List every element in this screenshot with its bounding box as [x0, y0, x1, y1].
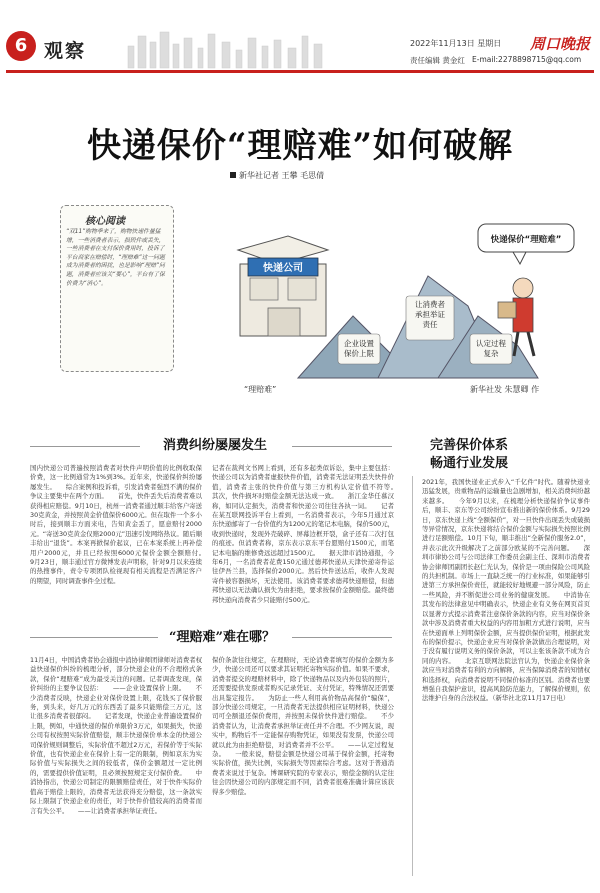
core-reading-title: 核心阅读 — [85, 216, 125, 227]
section1-title: 消费纠纷屡屡发生 — [163, 438, 268, 453]
cartoon-illustration — [178, 206, 584, 378]
column-divider — [412, 476, 413, 876]
header-decoration — [118, 26, 340, 70]
cartoon-caption-title: “理赔难” — [244, 385, 277, 394]
header-rule — [6, 70, 594, 73]
section1-column-b: 记者在裁判文书网上看到，还有多起类似诉讼，集中主要包括：快递公司以为消费者虚报快件价值，消费者无法证明丢失快件价值，消费者主张的快件价值与第三方机构认定价值不符等。 其次，快件损坏时赔偿金额无法达成一致。 浙江金华任慕汉称，如同认定损失，消费者和快递公司往往各执一词。 记者在某互联网投诉平台上看到，一名消费者表示，今年5月通过京东快递邮寄了一台价值约为1200元的笔记本电脑，保价500元，收到快递时，发现外壳破碎、屏幕边框开裂，盒子还有二次打包的痕迹。但消费者称，京东表示京东平台愿赔付1500元，而笔记本电脑的维修费远远超过1500元。 据天津市消协通报，今年6月，一名消费者花费150元通过德邦快递从天津快递寄件运往伊吾兰县，选择保价2000元。然后快件送达后，收件人发现寄件被容器损坏，无法使用。该消费者要求德邦快递赔偿，但德邦快递以无法确认损失为由拒绝，要求按保价金额赔偿。最终德邦快递向消费者少只能赔付500元。 — [212, 464, 407, 604]
page-number-badge: 6 — [6, 31, 36, 61]
section3-column-a: 11月4日，中国消费者协会通报中消协律师团律师对消费者权益快递保价纠纷的梳理分析，部分快递企业的不合理格式条款，保价“理赔难”成为最受关注的问题。记者调查发现，保价纠纷的主要争议包括： ——企业设置保价上限。 不少消费者反映，快递企业对保价设置上限，花钱买了保价服务，到头来，好几万元的东西丢了最多只能赔偿三万元，这让很多消费者很郁闷。 记者发现，快递企业普遍设置保价上限，例如，中通快递的保价单限价3万元，如果损失，快递公司有权按照实际价值赔偿，顺丰快递保价单本金的快递公司保价规则调整后，实际价值不超过2万元，若保价等于实际价值，也有快递企业在保价上有一定的限制，例如京东为实际价值与实际损失之间的较低者，保价金额超过一定比例的，需要提供价值证明，且必须按照规定支付保价费。 中消协指出，快递公司制定的限额赔偿责任，对于快件实际价值高于赔偿上限的，消费者无法获得充分赔偿，这一条款实际上限制了快递企业的责任，对于快件价值较高的消费者而言有失公平。 ——让消费者承担举证责任。 — [30, 656, 202, 815]
section3-rule-left — [30, 637, 158, 638]
issue-date: 2022年11月13日 星期日 — [410, 39, 502, 48]
section1-rule-right — [292, 446, 392, 447]
section-title: 观察 — [44, 40, 87, 62]
section1-column-a: 国内快递公司普遍按照消费者对快件声明价值的比例收取保价费，这一比例通常为1%到3%。近年来，快递保价纠纷屡屡发生。 综合案例和投诉看，引发消费者强烈不满的保价争议主要集中在两个方面。 首先，快件丢失后消费者难以获得相应赔偿。9月10日，杭州一消费者通过顺丰给客户寄送30克黄金，并按照黄金价值保价6000元。但在取件一个多小时后，接到顺丰方面来电，告知黄金丢了，愿意赔付2000元。“寄送30克黄金仅赔2000元”迅速引发网络热议。随后顺丰给出“退货”。本案再掀保价起议，已在本案系统上再补偿用户2000元，并且已经按照6000元保价金额全额赔付。 9月23日，顺丰通过官方微博发表声明称，针对9月以来连续的热搜事件，责令专项团队检视现有相关流程是否满足客户的期望，同时调查事件全过程。 — [30, 464, 215, 585]
section1-rule-left — [30, 446, 140, 447]
masthead-logo: 周口晚报 — [530, 35, 591, 53]
rock-label-burden-text: 让消费者承担举证责任 — [415, 300, 445, 329]
section3-rule-right — [292, 637, 392, 638]
courier-building — [238, 236, 328, 336]
byline-marker-icon — [230, 172, 236, 178]
speech-bubble-text: 快递保价“理赔难” — [490, 235, 562, 245]
rock-label-cap-text: 企业设置保价上限 — [344, 339, 374, 358]
section3-column-b: 保价条款往往规定，在理赔时，无论消费者填写的保价金额为多少，快递公司还可以要求其证明托寄物实际价值。如果不要求，消费者提交的理赔材料中，除了快递物品以及内外包装的照片，还需要提供发票或者购买记录凭证、支付凭证，特殊情况还需要出具鉴定报告。 为防止一些人利用高价物品高保价“骗保”，部分快递公司规定，一旦消费者无法提供相应证明材料，快递公司可全额退还保价费用，并按照未保价快件进行赔偿。 不少消费者认为，让消费者承担举证责任并不合理。不少网友说，现实中，购物后不一定能保存购物凭证，如果没有发票，快递公司就以此为由拒绝赔偿，对消费者并不公平。 ——认定过程复杂。 一般来说，赔偿金额是快递公司基于保价金额，托寄物实际价值，损失比例，实际损失等因素综合考虑。这对于普通消费者来说过于复杂。博课研究院的专家表示，赔偿金额的认定往往会因快递公司的内部规定而不同，消费者很难准确计算应该获得多少赔偿。 — [212, 656, 394, 796]
section3-title: “理赔难”难在哪？ — [169, 630, 275, 645]
section2-title-line1: 完善保价体系 — [430, 438, 509, 453]
article-headline: 快递保价“理赔难”如何破解 — [86, 126, 514, 166]
rock-label-complex-text: 认定过程复杂 — [476, 339, 506, 358]
section2-column: 2021年，我国快递业正式步入“千亿件”时代。随着快递业迅猛发展，贵重物品的运输量也急剧增加，相关消费纠纷越来越多。 今年9月以来，在梳理分析快递保价争议事件后，顺丰、京东等公司纷纷宣布推出新的保价体系。9月29日，京东快递上线“全额保价”，对一旦快件出现丢失或破损等异常情况，京东快递将结合保价金额与实际损失按照比例进行足额赔偿。10月下旬，顺丰推出“全新保价服务2.0”，并表示此次升级解决了之前部分欧某的不完善问题。 深圳市律协公司与公司法律工作委员会副主任、深圳市消费者协会律师团副团长赵仁光认为，保价是一项由保险公司风险的共担机制。市场上一直缺乏统一的行业标准，如果能够引进第三方承担保价责任，就能较好地规避一部分风险，防止一些风险，并不断促进公司业务的健康发展。 中消协在其发布的法律意见中明确表示，快递企业有义务在网页首页以显著方式提示消费者注意保价条款的内容，应当对保价条款中涉及消费者重大权益的内容用加粗方式进行说明，应当在快递面单上列明保价金额，应当提供保价证明，根据此发布的保价提示，快递企业应当对保价条款做出合理说明，对于没有履行说明义务的保价条款，可以主张该条款不成为合同的内容。 北京互联网法院法官认为，快递企业保价条款应当对消费者有利的方向解释，应当保障消费者的知情权和选择权，向消费者说明不同保价标准的区别。消费者也要增强自我保护意识，提高风险防范能力，了解保价规则，依法维护自身的合法权益。（新华社北京11月17日电） — [422, 478, 590, 703]
editor-credit: 责任编辑 黄金红 — [410, 56, 465, 65]
section2-title-line2: 畅通行业发展 — [430, 456, 509, 471]
contact-email: E-mail:2278898715@qq.com — [472, 55, 582, 64]
core-reading-text: “双11”购物季来了，购物快递件量猛增，一些消费者表示，损毁件或丢失，一些消费者在支付保价费用时，投诉了平台商家在赔偿时，“理赔难”这一问题成为消费者的困扰，也是影响“理赔”问题，消费者应该关“要心”，平台有了保价费为“消心”。 — [66, 229, 165, 287]
byline-text: 新华社记者 王攀 毛思倩 — [239, 171, 325, 180]
byline — [230, 170, 324, 181]
company-sign-label: 快递公司 — [263, 263, 303, 274]
cartoon-caption-credit: 新华社发 朱慧卿 作 — [470, 385, 540, 394]
